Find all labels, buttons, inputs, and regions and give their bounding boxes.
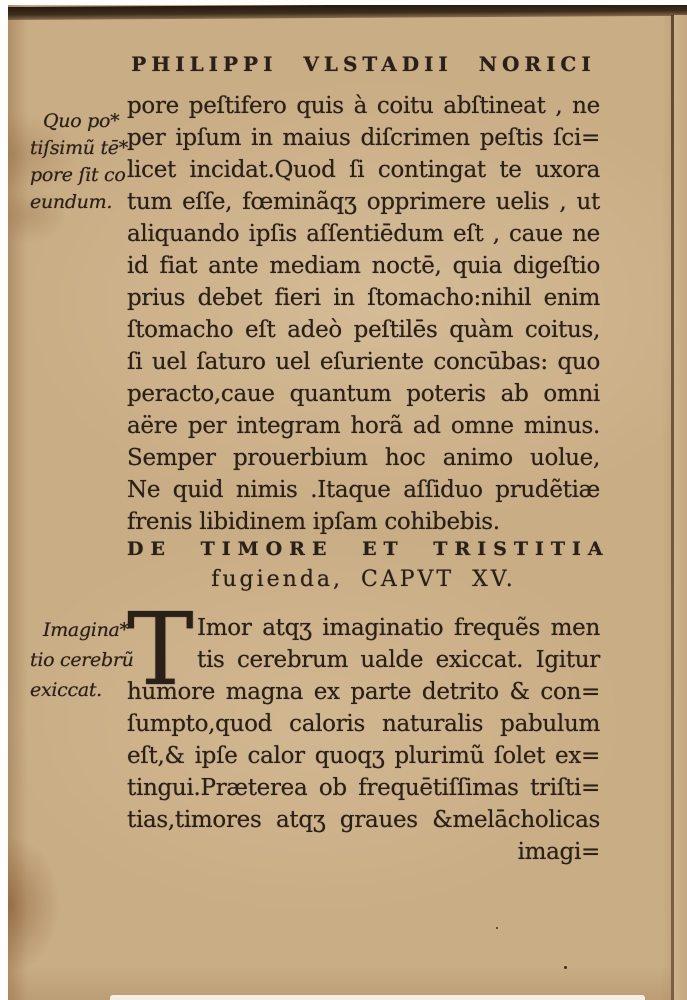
text-line: aëre per integram horã ad omne minus. (127, 413, 600, 439)
text-line: humore magna ex parte detrito & con= (127, 679, 600, 705)
margin-note-line: tiſsimũ tē* (30, 137, 128, 159)
text-line: tis cerebrum ualde exiccat. Igitur (197, 647, 600, 673)
chapter-heading (127, 538, 610, 592)
text-line: ſi uel ſaturo uel eſuriente concūbas: quo (127, 349, 600, 375)
ink-speck (496, 927, 498, 929)
margin-note-line: tio cerebrũ (30, 649, 134, 671)
chapter-heading-caput: fugienda, CAPVT XV. (211, 567, 516, 592)
catchword: imagi= (517, 839, 600, 865)
margin-note-line: eundum. (30, 191, 113, 213)
text-line: tum eſſe, fœminãqʒ opprimere uelis , ut (127, 189, 600, 215)
text-line: ſumpto,quod caloris naturalis pabulum (127, 711, 600, 737)
margin-note-imaginatio (30, 615, 134, 705)
text-line: ſtomacho eſt adeò peſtilēs quàm coitus, (127, 317, 600, 343)
main-text-paragraph-1 (127, 90, 600, 538)
text-line: Semper prouerbium hoc animo uolue, (127, 445, 600, 471)
text-line: pore peſtifero quis à coitu abſtineat , ne (127, 93, 600, 119)
text-line: per ipſum in maius diſcrimen peſtis ſci= (127, 125, 600, 151)
page-bottom-edge (110, 995, 645, 1000)
text-line: aliquando ipſis aſſentiēdum eſt , caue ne (127, 221, 600, 247)
margin-note-quo-potissimum (30, 108, 130, 216)
margin-note-line: pore ſit co (30, 164, 126, 186)
margin-note-line: Quo po* (43, 110, 120, 132)
page-top-edge (8, 5, 687, 20)
text-line: licet incidat.Quod ſi contingat te uxora (127, 157, 600, 183)
page-right-margin-band (674, 15, 687, 1000)
text-line: prius debet fieri in ſtomacho:nihil enim (127, 285, 600, 311)
text-line: tias,timores atqʒ graues &melācholicas (127, 807, 600, 833)
text-line: id fiat ante mediam noctē, quia digeſtio (127, 253, 600, 279)
text-line: frenis libidinem ipſam cohibebis. (127, 509, 500, 535)
running-header: PHILIPPI VLSTADII NORICI (131, 52, 596, 76)
drop-cap-initial: T (127, 591, 194, 708)
text-line: Imor atqʒ imaginatio frequẽs men (197, 615, 600, 641)
margin-note-line: exiccat. (30, 679, 102, 701)
text-line: Ne quid nimis .Itaque aſſiduo prudẽtiæ (127, 477, 600, 503)
margin-note-line: Imagina* (43, 619, 129, 641)
text-line: peracto,caue quantum poteris ab omni (127, 381, 600, 407)
ink-speck (564, 966, 567, 969)
chapter-heading-title: DE TIMORE ET TRISTITIA (127, 538, 610, 560)
main-text-paragraph-2 (127, 591, 600, 868)
parchment-page (8, 5, 687, 1000)
text-line: tingui.Præterea ob frequētiſſimas triſti= (127, 775, 600, 801)
text-line: eſt,& ipſe calor quoqʒ plurimũ ſolet ex= (127, 743, 600, 769)
